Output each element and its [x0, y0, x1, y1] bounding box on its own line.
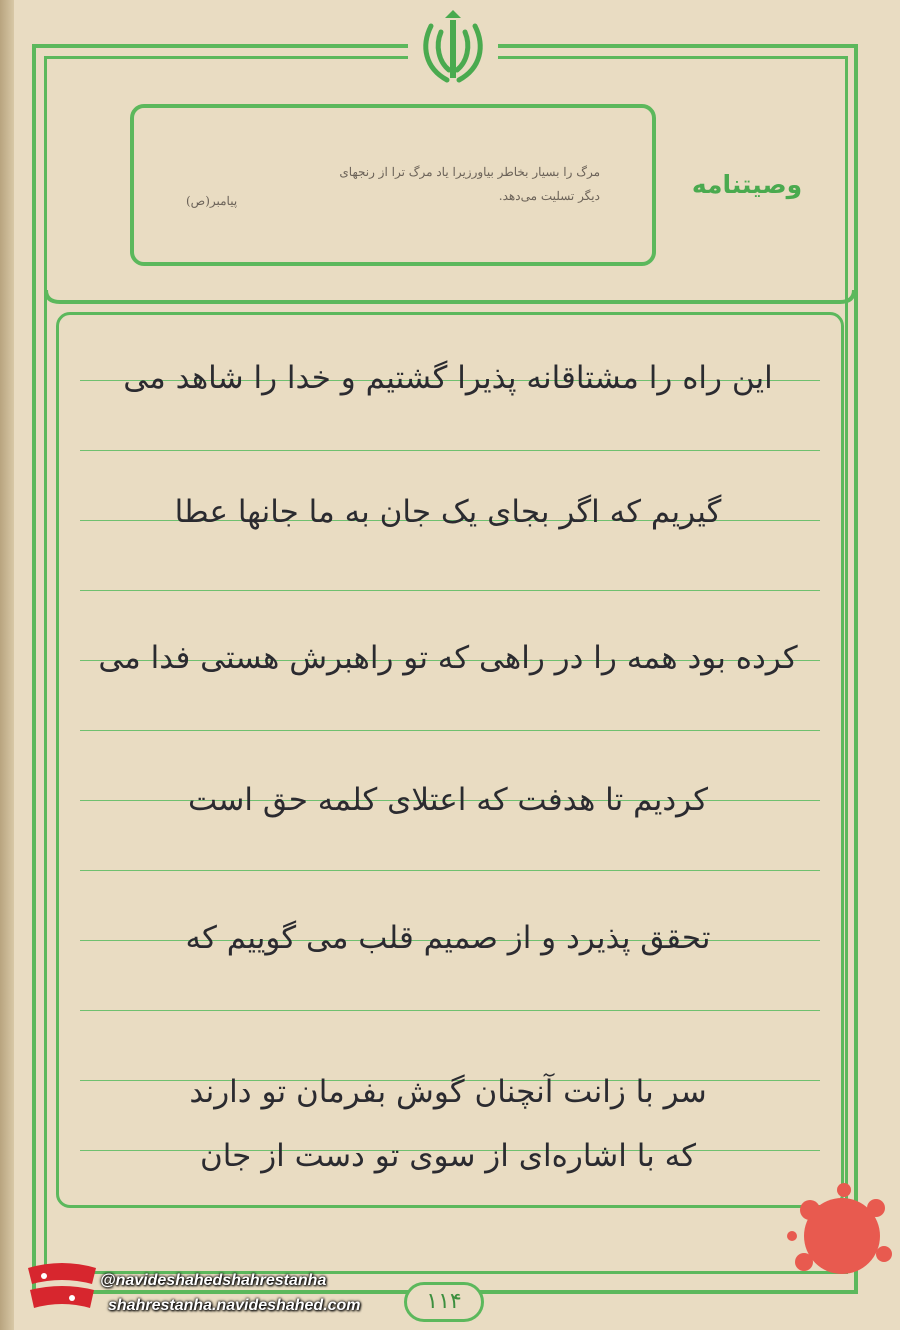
hadith-line-2: دیگر تسلیت می‌دهد. — [498, 189, 600, 203]
handwritten-line-2: گیریم که اگر بجای یک جان به ما جانها عطا — [174, 494, 722, 530]
red-ink-blot — [784, 1176, 896, 1288]
handwritten-line-1: این راه را مشتاقانه پذیرا گشتیم و خدا را شاهد می — [123, 360, 773, 396]
ruled-line — [80, 870, 820, 871]
watermark-site: shahrestanha.navideshahed.com — [108, 1297, 361, 1314]
iran-emblem-icon — [413, 6, 493, 86]
section-divider — [40, 286, 860, 308]
ruled-line — [80, 450, 820, 451]
hadith-text — [180, 160, 600, 208]
hadith-line-1: مرگ را بسیار بخاطر بیاورزیرا یاد مرگ ترا از رنجهای — [339, 165, 600, 179]
watermark-handle: @navideshahedshahrestanha — [100, 1272, 327, 1289]
page-number: ۱۱۴ — [404, 1282, 484, 1322]
navideshahed-logo-icon — [22, 1256, 102, 1316]
hadith-source: پیامبر(ص) — [186, 194, 238, 208]
ruled-line — [80, 730, 820, 731]
handwritten-line-6: سر با زانت آنچنان گوش بفرمان تو دارند — [189, 1074, 707, 1110]
handwritten-line-3: کرده بود همه را در راهی که تو راهبرش هستی فدا می — [98, 640, 798, 676]
handwritten-line-4: کردیم تا هدفت که اعتلای کلمه حق است — [187, 782, 709, 818]
ruled-line — [80, 1010, 820, 1011]
book-binding-edge — [0, 0, 14, 1330]
handwritten-line-7: که با اشاره‌ای از سوی تو دست از جان — [199, 1138, 697, 1174]
ruled-line — [80, 590, 820, 591]
handwritten-line-5: تحقق پذیرد و از صمیم قلب می گوییم که — [185, 920, 711, 956]
document-title: وصیتنامه — [691, 170, 803, 199]
